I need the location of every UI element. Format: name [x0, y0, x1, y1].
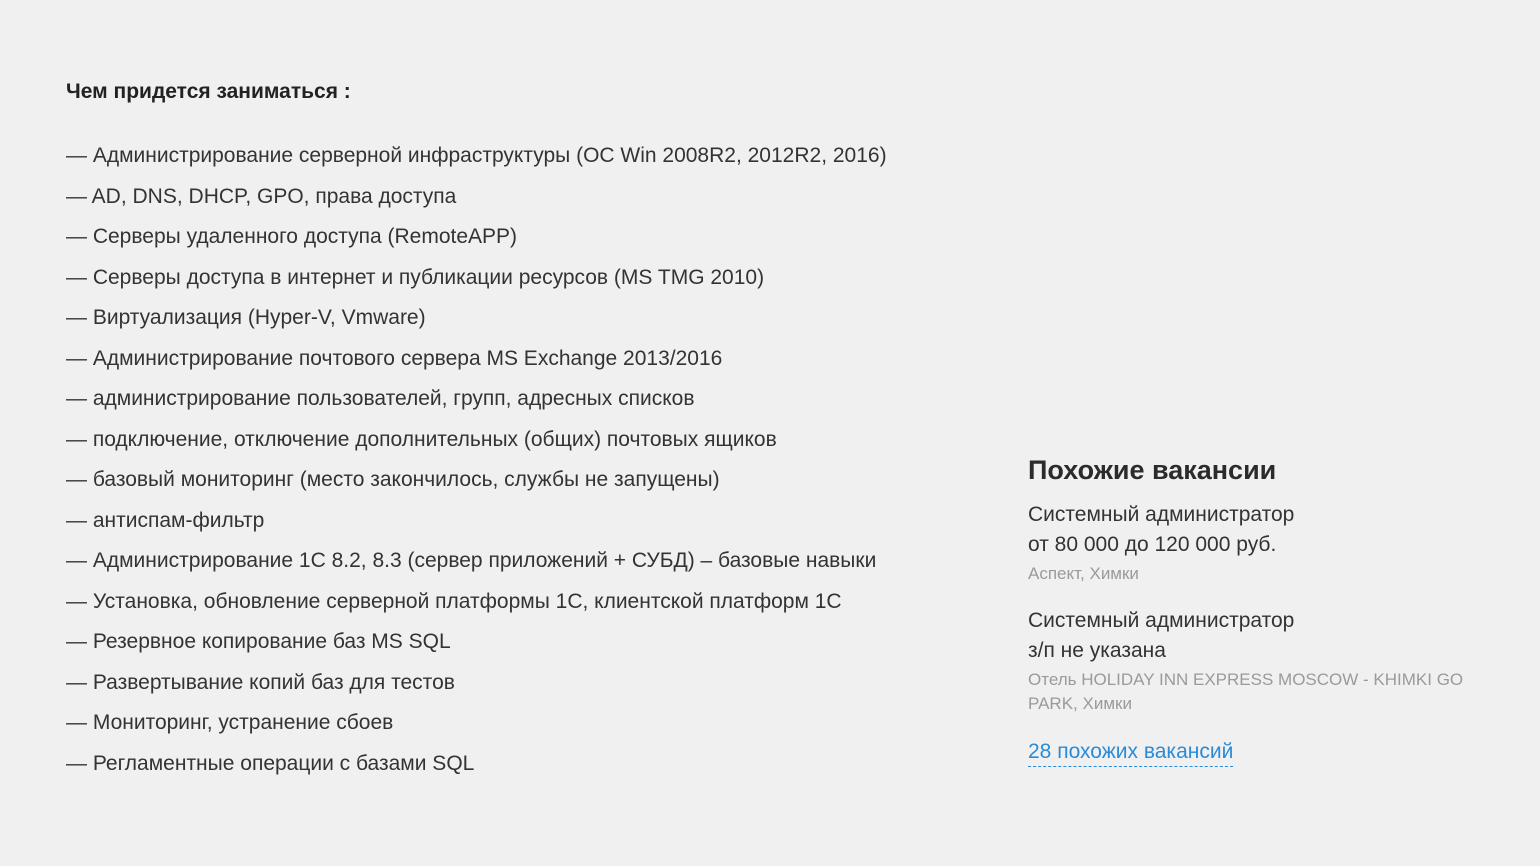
duty-item: — Развертывание копий баз для тестов [66, 670, 455, 694]
duty-item: — Виртуализация (Hyper-V, Vmware) [66, 306, 426, 329]
more-similar-vacancies-link[interactable]: 28 похожих вакансий [1028, 738, 1233, 767]
vacancy-title[interactable]: Системный администратор [1028, 609, 1295, 632]
duty-item: — AD, DNS, DHCP, GPO, права доступа [66, 184, 457, 208]
duty-item: — Администрирование 1С 8.2, 8.3 (сервер приложений + СУБД) – базовые навыки [66, 549, 877, 572]
vacancy-company: Отель HOLIDAY INN EXPRESS MOSCOW - KHIMKI GO PARK, Химки [1028, 670, 1464, 713]
similar-vacancies-heading: Похожие вакансии [1028, 455, 1277, 485]
duties-list [66, 136, 946, 784]
duty-item: — Установка, обновление серверной платформы 1С, клиентской платформ 1С [66, 589, 842, 613]
duty-item: — администрирование пользователей, групп, адресных списков [66, 387, 695, 410]
similar-vacancy-card[interactable] [1028, 500, 1488, 586]
duty-item: — базовый мониторинг (место закончилось, службы не запущены) [66, 468, 720, 491]
duty-item: — Мониторинг, устранение сбоев [66, 711, 394, 734]
duty-item: — антиспам-фильтр [66, 508, 265, 532]
job-duties-section [66, 78, 946, 784]
vacancy-salary: от 80 000 до 120 000 руб. [1028, 533, 1277, 556]
vacancy-title[interactable]: Системный администратор [1028, 503, 1295, 526]
duties-heading: Чем придется заниматься : [66, 80, 351, 103]
similar-vacancy-card[interactable] [1028, 606, 1488, 716]
similar-vacancies-panel [1028, 452, 1488, 767]
duty-item: — Администрирование почтового сервера MS Exchange 2013/2016 [66, 346, 723, 370]
vacancy-company: Аспект, Химки [1028, 564, 1139, 583]
duty-item: — Серверы удаленного доступа (RemoteAPP) [66, 225, 518, 248]
vacancy-salary: з/п не указана [1028, 639, 1166, 662]
duty-item: — Серверы доступа в интернет и публикации ресурсов (MS TMG 2010) [66, 265, 765, 289]
duty-item: — Администрирование серверной инфраструктуры (ОС Win 2008R2, 2012R2, 2016) [66, 144, 887, 167]
duty-item: — Резервное копирование баз MS SQL [66, 630, 451, 653]
duty-item: — подключение, отключение дополнительных (общих) почтовых ящиков [66, 427, 777, 451]
duty-item: — Регламентные операции с базами SQL [66, 751, 475, 775]
